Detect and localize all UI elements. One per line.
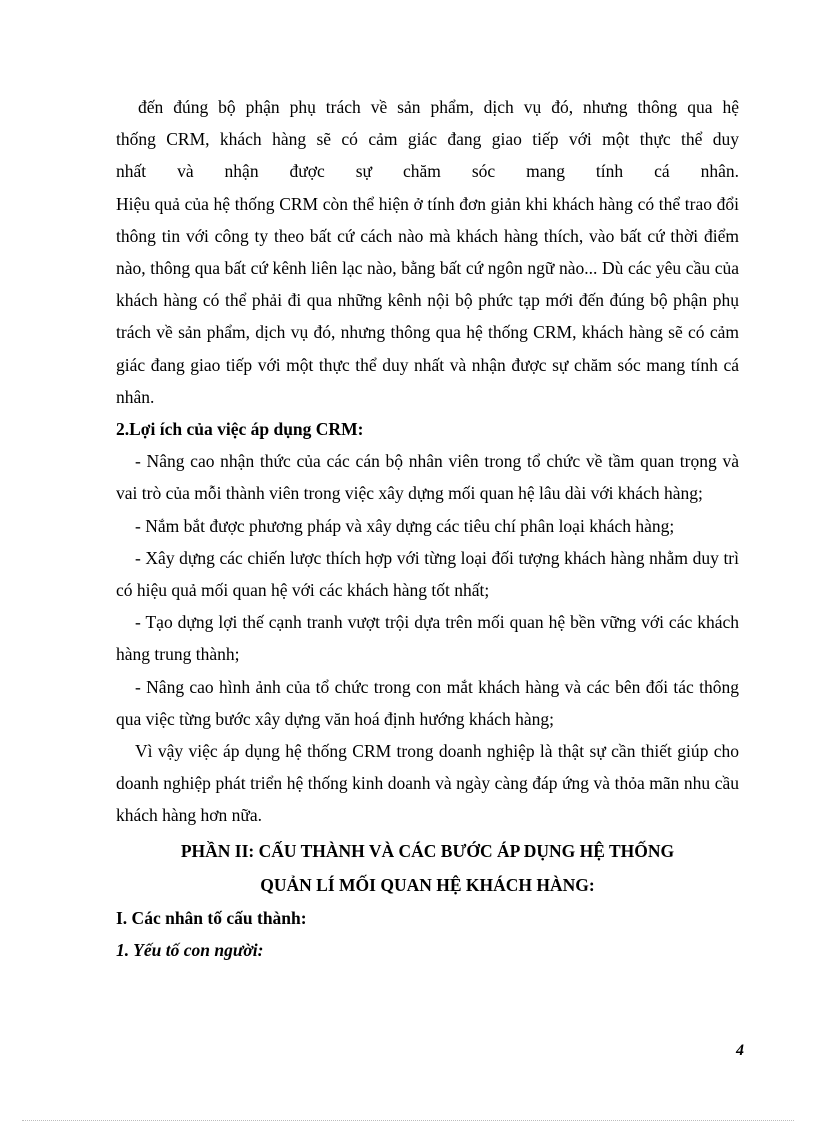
part-title-line: QUẢN LÍ MỐI QUAN HỆ KHÁCH HÀNG: xyxy=(260,874,595,895)
paragraph-line: nhất và nhận được sự chăm sóc mang tính cá nhân. xyxy=(116,161,739,182)
benefit-item: - Nâng cao hình ảnh của tổ chức trong con mắt khách hàng và các bên đối tác thông qua việc từng bước xây dựng văn hoá định hướng khách hàng; xyxy=(116,676,739,729)
page-number: 4 xyxy=(736,1042,744,1059)
paragraph-crm-effectiveness: Hiệu quả của hệ thống CRM còn thể hiện ở tính đơn giản khi khách hàng có thể trao đổi thông tin với công ty theo bất cứ cách nào mà khách hàng thích, vào bất cứ thời điểm nào, thông qua bất cứ kênh liên lạc nào, bằng bất cứ ngôn ngữ nào... Dù các yêu cầu của khách hàng có thể phải đi qua những kênh nội bộ phức tạp mới đến đúng bộ phận phụ trách về sản phẩm, dịch vụ đó, nhưng thông qua hệ thống CRM, khách hàng sẽ có cảm giác đang giao tiếp với một thực thể duy nhất và nhận được sự chăm sóc mang tính cá nhân. xyxy=(116,193,739,407)
part-title xyxy=(116,832,739,902)
subsection-heading-human-factor: 1. Yếu tố con người: xyxy=(116,939,264,960)
paragraph-line: thống CRM, khách hàng sẽ có cảm giác đang giao tiếp với một thực thể duy xyxy=(116,129,739,150)
part-title-line: PHẦN II: CẤU THÀNH VÀ CÁC BƯỚC ÁP DỤNG HỆ THỐNG xyxy=(180,840,675,861)
benefit-item: - Tạo dựng lợi thế cạnh tranh vượt trội dựa trên mối quan hệ bền vững với các khách hàng trung thành; xyxy=(116,612,739,665)
benefit-item: - Xây dựng các chiến lược thích hợp với từng loại đối tượng khách hàng nhằm duy trì có hiệu quả mối quan hệ với các khách hàng tốt nhất; xyxy=(116,547,739,601)
paragraph-line: đến đúng bộ phận phụ trách về sản phẩm, dịch vụ đó, nhưng thông qua hệ xyxy=(138,97,739,117)
benefit-item: - Nắm bắt được phương pháp và xây dựng các tiêu chí phân loại khách hàng; xyxy=(135,515,675,536)
benefit-item: - Nâng cao nhận thức của các cán bộ nhân viên trong tổ chức về tầm quan trọng và vai trò của mỗi thành viên trong việc xây dựng mối quan hệ lâu dài với khách hàng; xyxy=(116,451,739,504)
paragraph-conclusion: Vì vậy việc áp dụng hệ thống CRM trong doanh nghiệp là thật sự cần thiết giúp cho doanh nghiệp phát triển hệ thống kinh doanh và ngày càng đáp ứng và thỏa mãn nhu cầu khách hàng hơn nữa. xyxy=(116,741,739,826)
document-body xyxy=(116,91,739,966)
section-heading-benefits: 2.Lợi ích của việc áp dụng CRM: xyxy=(116,419,364,440)
section-heading-components: I. Các nhân tố cấu thành: xyxy=(116,907,307,928)
page-bottom-border xyxy=(22,1120,794,1121)
